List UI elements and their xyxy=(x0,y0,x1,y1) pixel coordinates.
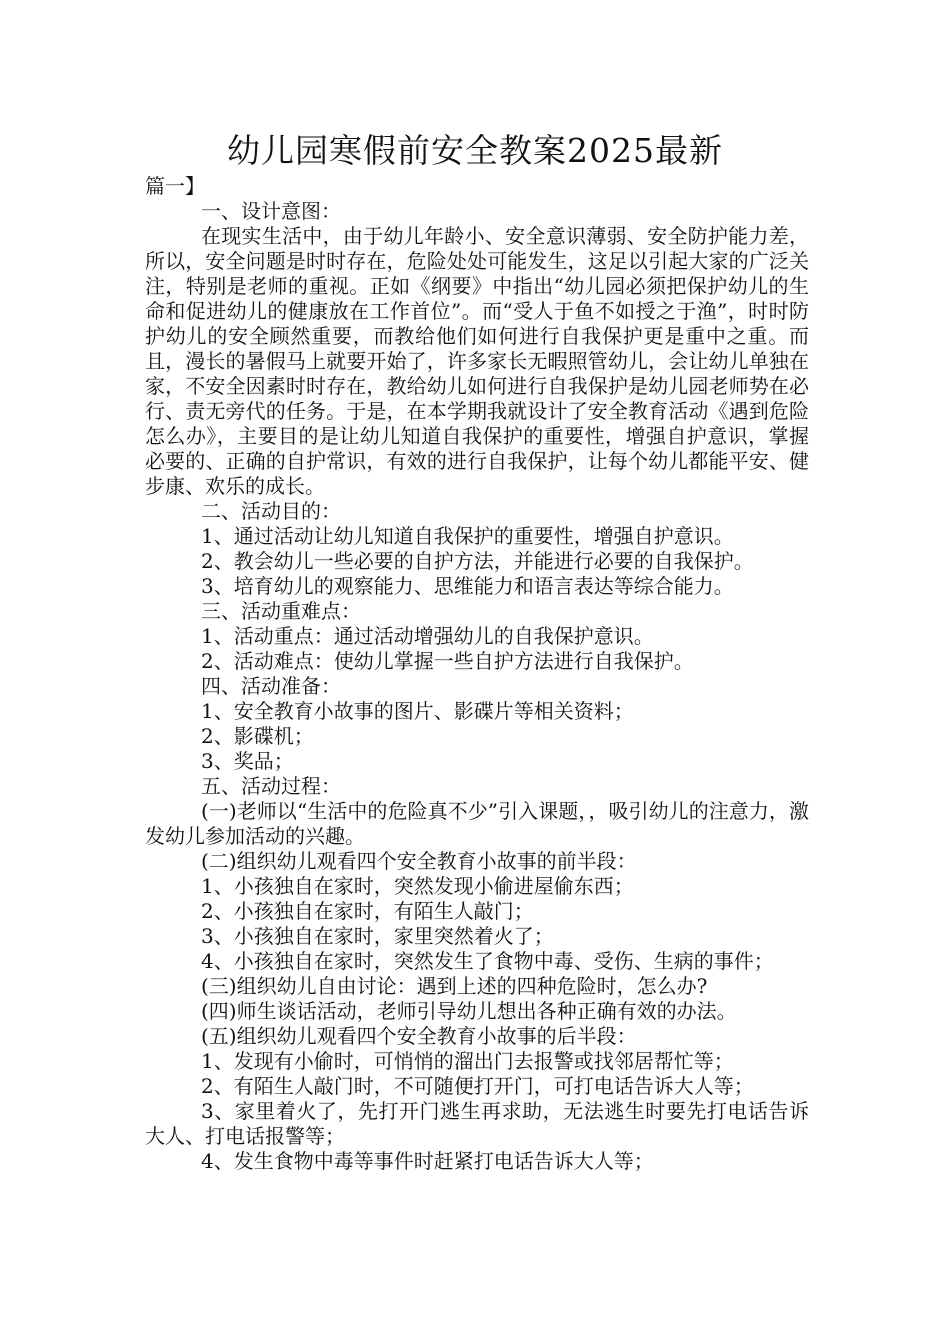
document-body xyxy=(145,199,809,1174)
list-item: 3、培育幼儿的观察能力、思维能力和语言表达等综合能力。 xyxy=(201,574,734,598)
heading-key-points: 三、活动重难点： xyxy=(201,599,361,623)
process-step: (二)组织幼儿观看四个安全教育小故事的前半段： xyxy=(201,849,637,873)
heading-preparation: 四、活动准备： xyxy=(201,674,341,698)
heading-activity-goals: 二、活动目的： xyxy=(201,499,341,523)
list-item: 3、奖品； xyxy=(201,749,294,773)
list-item: 2、影碟机； xyxy=(201,724,314,748)
process-step: (一)老师以“生活中的危险真不少”引入课题，，吸引幼儿的注意力，激发幼儿参加活动的兴趣。 xyxy=(145,799,809,848)
list-item: 2、有陌生人敲门时，不可随便打开门，可打电话告诉大人等； xyxy=(201,1074,754,1098)
process-step: (五)组织幼儿观看四个安全教育小故事的后半段： xyxy=(201,1024,637,1048)
list-item: 2、小孩独自在家时，有陌生人敲门； xyxy=(201,899,534,923)
heading-design-intent: 一、设计意图： xyxy=(201,199,341,223)
list-item: 4、发生食物中毒等事件时赶紧打电话告诉大人等； xyxy=(201,1149,654,1173)
document-title: 幼儿园寒假前安全教案2025最新 xyxy=(227,131,723,170)
process-step: (四)师生谈话活动，老师引导幼儿想出各种正确有效的办法。 xyxy=(201,999,737,1023)
list-item: 1、发现有小偷时，可悄悄的溜出门去报警或找邻居帮忙等； xyxy=(201,1049,734,1073)
list-item: 1、通过活动让幼儿知道自我保护的重要性，增强自护意识。 xyxy=(201,524,734,548)
list-item: 3、小孩独自在家时，家里突然着火了； xyxy=(201,924,554,948)
process-step: (三)组织幼儿自由讨论：遇到上述的四种危险时，怎么办? xyxy=(201,974,708,998)
list-item: 2、活动难点：使幼儿掌握一些自护方法进行自我保护。 xyxy=(201,649,694,673)
list-item: 2、教会幼儿一些必要的自护方法，并能进行必要的自我保护。 xyxy=(201,549,754,573)
list-item: 4、小孩独自在家时，突然发生了食物中毒、受伤、生病的事件； xyxy=(201,949,774,973)
list-item: 1、安全教育小故事的图片、影碟片等相关资料； xyxy=(201,699,634,723)
section-label: 篇一】 xyxy=(145,174,205,198)
list-item: 1、小孩独自在家时，突然发现小偷进屋偷东西； xyxy=(201,874,634,898)
list-item: 1、活动重点：通过活动增强幼儿的自我保护意识。 xyxy=(201,624,654,648)
list-item: 3、家里着火了，先打开门逃生再求助，无法逃生时要先打电话告诉大人、打电话报警等； xyxy=(145,1099,809,1148)
paragraph-design-intent: 在现实生活中，由于幼儿年龄小、安全意识薄弱、安全防护能力差，所以，安全问题是时时存在，危险处处可能发生，这足以引起大家的广泛关注，特别是老师的重视。正如《纲要》中指出“幼儿园必须把保护幼儿的生命和促进幼儿的健康放在工作首位”。而“受人于鱼不如授之于渔”，时时防护幼儿的安全顾然重要，而教给他们如何进行自我保护更是重中之重。而且，漫长的暑假马上就要开始了，许多家长无暇照管幼儿，会让幼儿单独在家，不安全因素时时存在，教给幼儿如何进行自我保护是幼儿园老师势在必行、责无旁代的任务。于是，在本学期我就设计了安全教育活动《遇到危险怎么办》，主要目的是让幼儿知道自我保护的重要性，增强自护意识，掌握必要的、正确的自护常识，有效的进行自我保护，让每个幼儿都能平安、健步康、欢乐的成长。 xyxy=(145,224,809,498)
heading-process: 五、活动过程： xyxy=(201,774,341,798)
